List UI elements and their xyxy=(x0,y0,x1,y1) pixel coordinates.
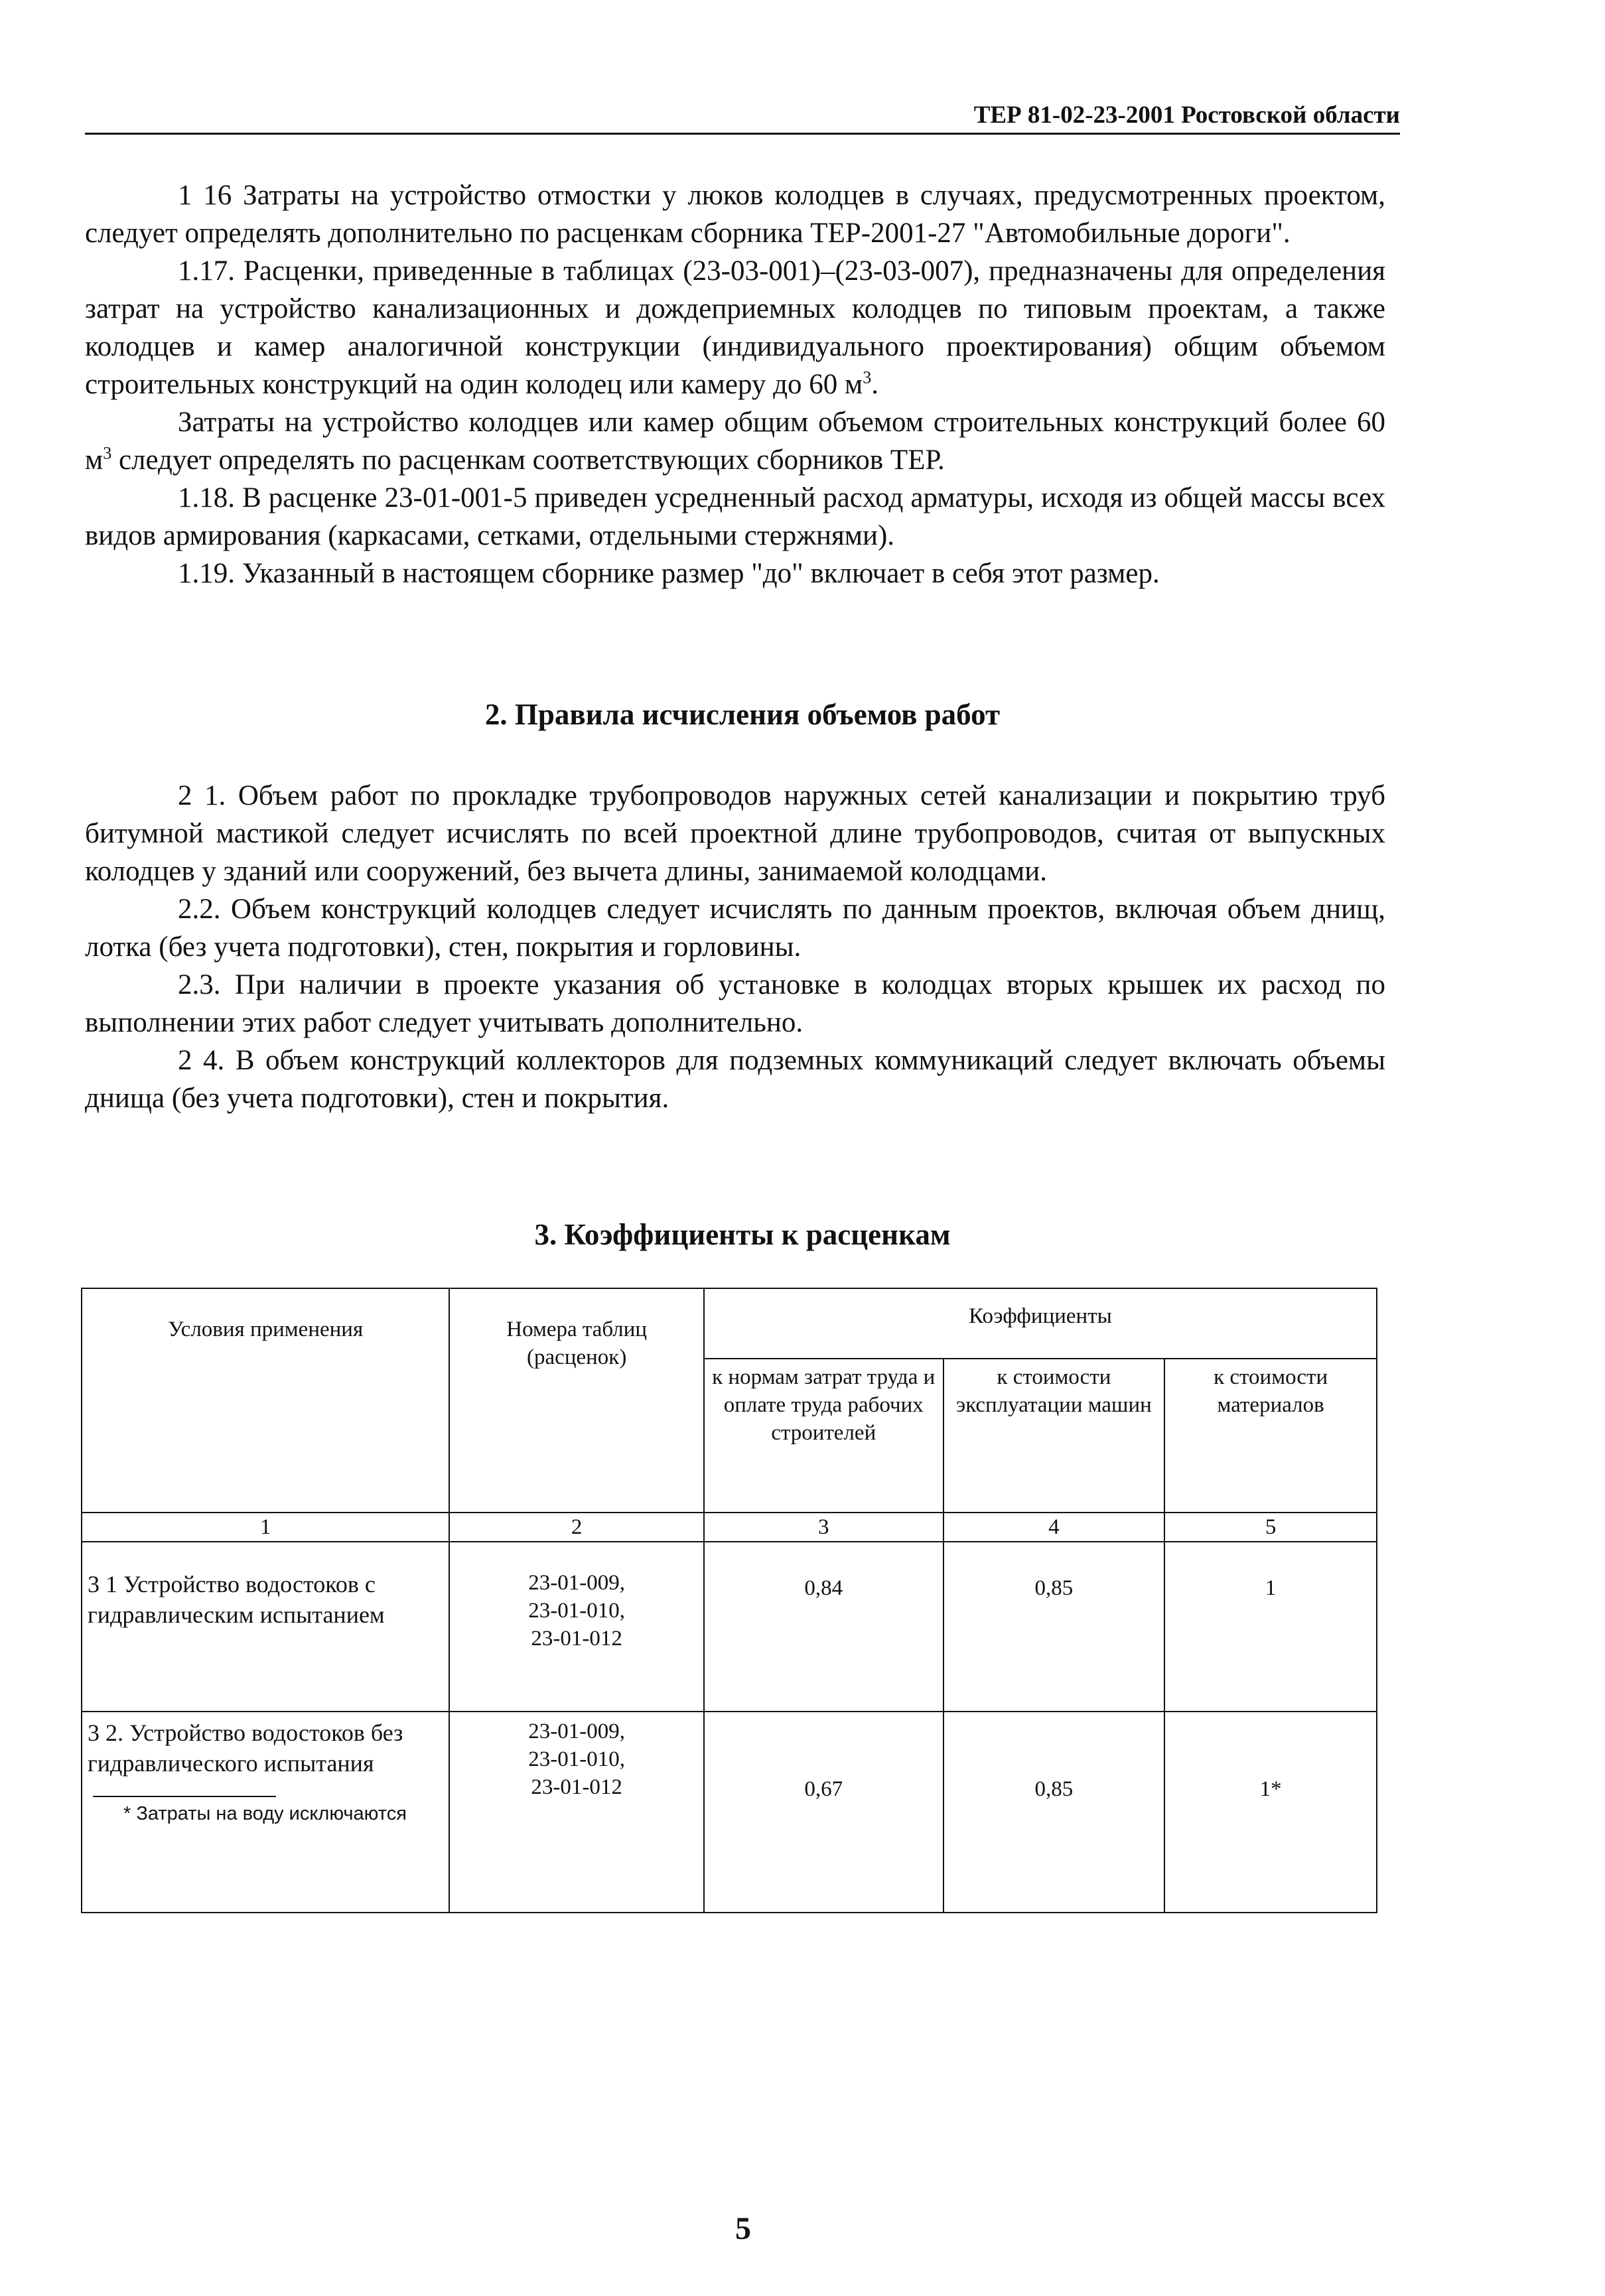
header-coefficients: Коэффициенты xyxy=(704,1288,1377,1359)
paragraph-2-1: 2 1. Объем работ по прокладке трубопроводов наружных сетей канализации и покрытию труб битумной мастикой следует исчислять по всей проектной длине трубопроводов, считая от выпускных колодцев у зданий или сооружений, без вычета длины, занимаемой колодцами. xyxy=(85,780,1385,887)
column-number: 3 xyxy=(704,1513,943,1542)
footnote-rule xyxy=(93,1796,276,1797)
machines-coef-cell: 0,85 xyxy=(943,1712,1165,1913)
footnote: * Затраты на воду исключаются xyxy=(123,1803,407,1824)
header-labor: к нормам затрат труда и оплате труда рабочих строителей xyxy=(704,1359,943,1513)
paragraph-1-16: 1 16 Затраты на устройство отмостки у люков колодцев в случаях, предусмотренных проектом, следует определять дополнительно по расценкам сборника ТЕР-2001-27 "Автомобильные дороги". xyxy=(85,180,1385,249)
column-number-row xyxy=(82,1513,1377,1542)
table-row xyxy=(82,1542,1377,1712)
materials-coef-cell: 1* xyxy=(1164,1712,1377,1913)
section3-title: 3. Коэффициенты к расценкам xyxy=(534,1218,951,1251)
materials-coef-cell: 1 xyxy=(1164,1542,1377,1712)
paragraph-1-18: 1.18. В расценке 23-01-001-5 приведен усредненный расход арматуры, исходя из общей массы всех видов армирования (каркасами, сетками, отдельными стержнями). xyxy=(85,482,1385,551)
column-number: 2 xyxy=(449,1513,704,1542)
section2-text xyxy=(85,777,1385,1117)
header-machines: к стоимости эксплуатации машин xyxy=(943,1359,1165,1513)
condition-cell: 3 1 Устройство водостоков с гидравлическим испытанием xyxy=(82,1542,449,1712)
paragraph-1-19: 1.19. Указанный в настоящем сборнике размер "до" включает в себя этот размер. xyxy=(178,558,1160,589)
header-materials: к стоимости материалов xyxy=(1164,1359,1377,1513)
labor-coef-cell: 0,84 xyxy=(704,1542,943,1712)
table-numbers-cell: 23-01-009, 23-01-010, 23-01-012 xyxy=(449,1712,704,1913)
condition-cell: 3 2. Устройство водостоков без гидравлического испытания xyxy=(82,1712,449,1913)
paragraph-2-3: 2.3. При наличии в проекте указания об установке в колодцах вторых крышек их расход по выполнении этих работ следует учитывать дополнительно. xyxy=(85,969,1385,1038)
header-conditions: Условия применения xyxy=(82,1288,449,1513)
paragraph-2-4: 2 4. В объем конструкций коллекторов для подземных коммуникаций следует включать объемы днища (без учета подготовки), стен и покрытия. xyxy=(85,1045,1385,1114)
header-table-numbers: Номера таблиц (расценок) xyxy=(449,1288,704,1513)
running-header: ТЕР 81-02-23-2001 Ростовской области xyxy=(85,100,1400,135)
labor-coef-cell: 0,67 xyxy=(704,1712,943,1913)
column-number: 4 xyxy=(943,1513,1165,1542)
table-numbers-cell: 23-01-009, 23-01-010, 23-01-012 xyxy=(449,1542,704,1712)
paragraph-1-17-cont: Затраты на устройство колодцев или камер общим объемом строительных конструкций более 60 $м^3$ следует определять по расценкам соответствующих сборников ТЕР. xyxy=(85,407,1385,476)
page-number: 5 xyxy=(735,2211,751,2246)
paragraph-2-2: 2.2. Объем конструкций колодцев следует исчислять по данным проектов, включая объем днищ, лотка (без учета подготовки), стен, покрытия и горловины. xyxy=(85,894,1385,963)
section2-title: 2. Правила исчисления объемов работ xyxy=(484,698,1001,731)
machines-coef-cell: 0,85 xyxy=(943,1542,1165,1712)
paragraph-1-17: 1.17. Расценки, приведенные в таблицах (23-03-001)–(23-03-007), предназначены для определения затрат на устройство канализационных и дождеприемных колодцев по типовым проектам, а также колодцев и камер аналогичной конструкции (индивидуального проектирования) общим объемом строительных конструкций на один колодец или камеру до 60 $м^3$. xyxy=(85,255,1385,400)
column-number: 1 xyxy=(82,1513,449,1542)
column-number: 5 xyxy=(1164,1513,1377,1542)
section1-text xyxy=(85,176,1385,592)
